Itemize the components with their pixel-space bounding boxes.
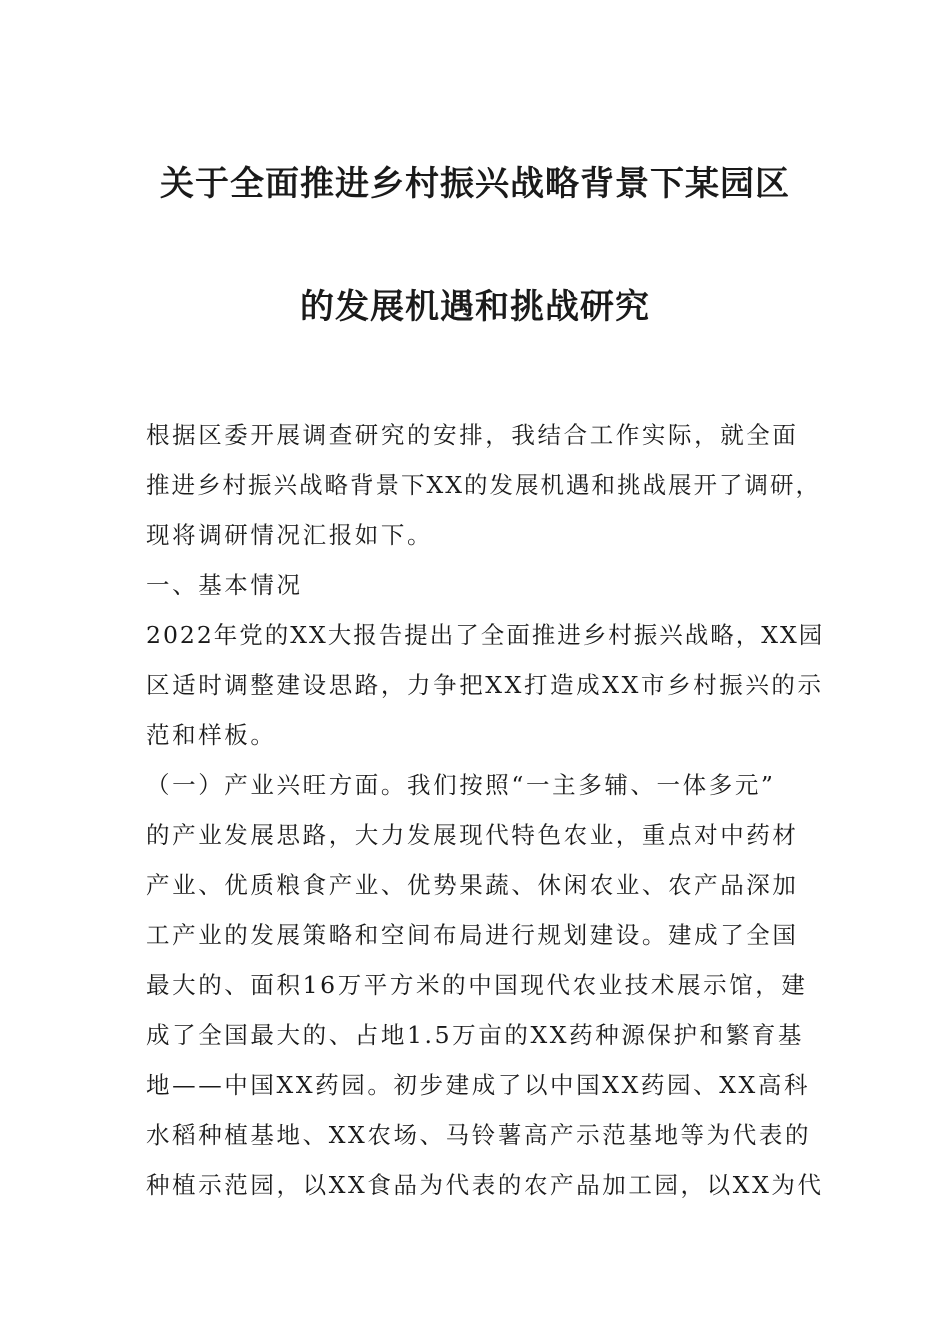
document-title-line-2: 的发展机遇和挑战研究 xyxy=(300,287,650,327)
body-line: 根据区委开展调查研究的安排，我结合工作实际，就全面 xyxy=(146,421,799,449)
body-line: 水稻种植基地、XX农场、马铃薯高产示范基地等为代表的 xyxy=(146,1121,812,1149)
section-heading: 一、基本情况 xyxy=(146,571,303,599)
body-line: （一）产业兴旺方面。我们按照“一主多辅、一体多元” xyxy=(146,771,776,799)
body-line: 区适时调整建设思路，力争把XX打造成XX市乡村振兴的示 xyxy=(146,671,824,699)
body-line: 推进乡村振兴战略背景下XX的发展机遇和挑战展开了调研， xyxy=(146,471,821,499)
body-line: 最大的、面积16万平方米的中国现代农业技术展示馆，建 xyxy=(146,971,808,999)
body-line: 范和样板。 xyxy=(146,721,277,749)
body-line: 工产业的发展策略和空间布局进行规划建设。建成了全国 xyxy=(146,921,799,949)
body-line: 现将调研情况汇报如下。 xyxy=(146,521,434,549)
body-line: 产业、优质粮食产业、优势果蔬、休闲农业、农产品深加 xyxy=(146,871,799,899)
body-line: 2022年党的XX大报告提出了全面推进乡村振兴战略，XX园 xyxy=(146,621,825,649)
body-line: 地——中国XX药园。初步建成了以中国XX药园、XX高科 xyxy=(146,1071,811,1099)
body-line: 成了全国最大的、占地1.5万亩的XX药种源保护和繁育基 xyxy=(146,1021,805,1049)
document-title-line-1: 关于全面推进乡村振兴战略背景下某园区 xyxy=(160,164,790,204)
body-line: 的产业发展思路，大力发展现代特色农业，重点对中药材 xyxy=(146,821,799,849)
body-line: 种植示范园，以XX食品为代表的农产品加工园，以XX为代 xyxy=(146,1171,824,1199)
